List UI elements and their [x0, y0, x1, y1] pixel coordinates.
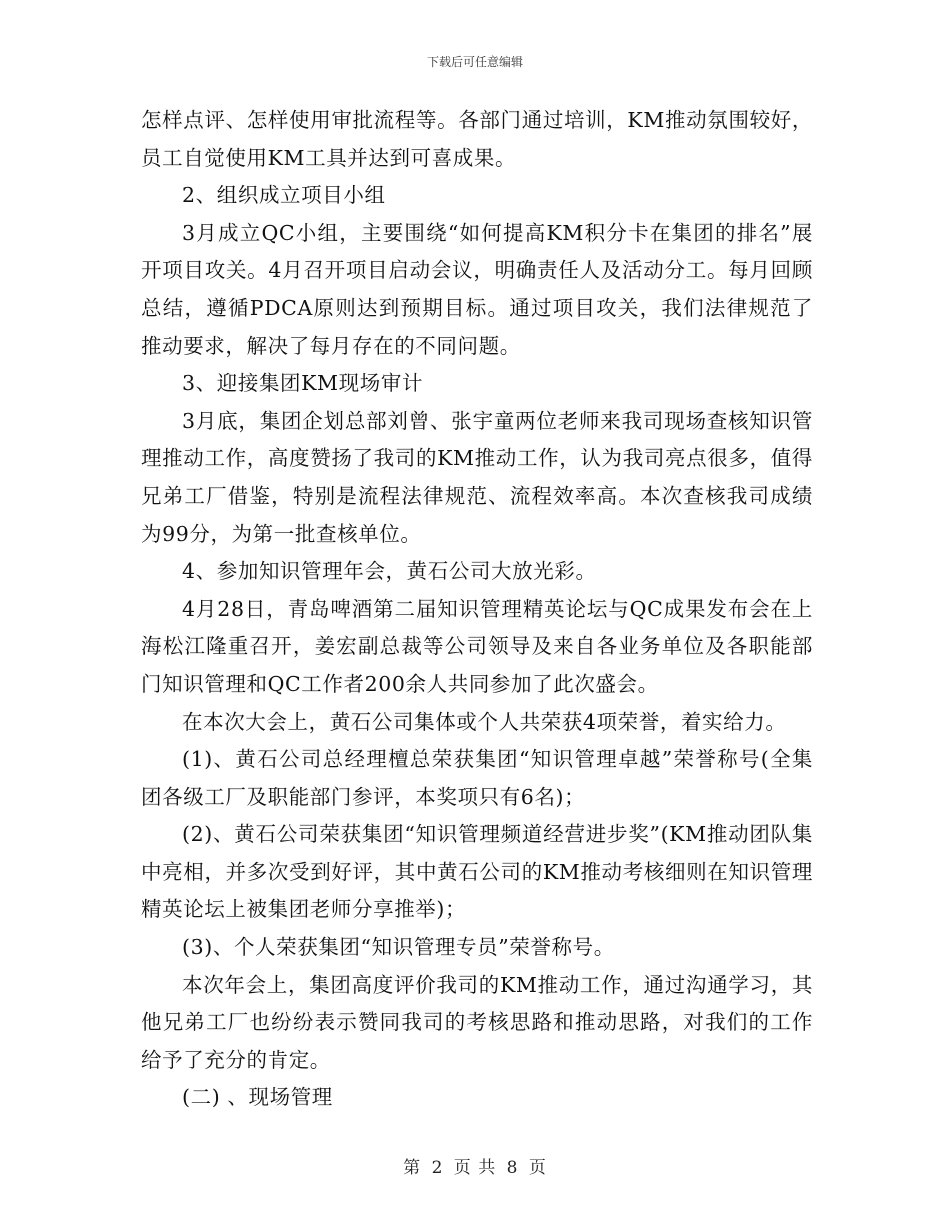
- list-item: (1)、黄石公司总经理檀总荣获集团“知识管理卓越”荣誉称号(全集团各级工厂及职能部门参评，本奖项只有6名)；: [141, 747, 813, 809]
- document-body: [141, 102, 813, 1117]
- section-heading: 3、迎接集团KM现场审计: [182, 371, 424, 396]
- paragraph: 怎样点评、怎样使用审批流程等。各部门通过培训，KM推动氛围较好，员工自觉使用KM工具并达到可喜成果。: [141, 108, 813, 170]
- list-item: (2)、黄石公司荣获集团“知识管理频道经营进步奖”(KM推动团队集中亮相，并多次受到好评，其中黄石公司的KM推动考核细则在知识管理精英论坛上被集团老师分享推举)；: [141, 822, 813, 922]
- page-header-note: 下载后可任意编辑: [426, 55, 523, 69]
- paragraph: 本次年会上，集团高度评价我司的KM推动工作，通过沟通学习，其他兄弟工厂也纷纷表示赞同我司的考核思路和推动思路，对我们的工作给予了充分的肯定。: [141, 972, 813, 1072]
- list-item: (3)、个人荣获集团“知识管理专员”荣誉称号。: [182, 935, 615, 960]
- footer-prefix: 第: [403, 1158, 422, 1178]
- paragraph: 3月底，集团企划总部刘曾、张宇童两位老师来我司现场查核知识管理推动工作，高度赞扬了我司的KM推动工作，认为我司亮点很多，值得兄弟工厂借鉴，特别是流程法律规范、流程效率高。本次查核我司成绩为99分，为第一批查核单位。: [141, 408, 813, 546]
- paragraph: 在本次大会上，黄石公司集体或个人共荣获4项荣誉，着实给力。: [182, 709, 787, 734]
- current-page-number: 2: [431, 1158, 444, 1178]
- footer-suffix: 页: [528, 1158, 547, 1178]
- paragraph: 3月成立QC小组，主要围绕“如何提高KM积分卡在集团的排名”展开项目攻关。4月召开项目启动会议，明确责任人及活动分工。每月回顾总结，遵循PDCA原则达到预期目标。通过项目攻关，我们法律规范了推动要求，解决了每月存在的不同问题。: [141, 220, 813, 358]
- section-heading: (二) 、现场管理: [182, 1085, 333, 1110]
- paragraph: 4月28日，青岛啤酒第二届知识管理精英论坛与QC成果发布会在上海松江隆重召开，姜宏副总裁等公司领导及来自各业务单位及各职能部门知识管理和QC工作者200余人共同参加了此次盛会。: [141, 596, 813, 696]
- total-pages-number: 8: [506, 1158, 519, 1178]
- section-heading: 4、参加知识管理年会，黄石公司大放光彩。: [182, 559, 597, 584]
- footer-middle: 页 共: [453, 1158, 497, 1178]
- section-heading: 2、组织成立项目小组: [182, 183, 386, 208]
- page-number-footer: [0, 1153, 950, 1178]
